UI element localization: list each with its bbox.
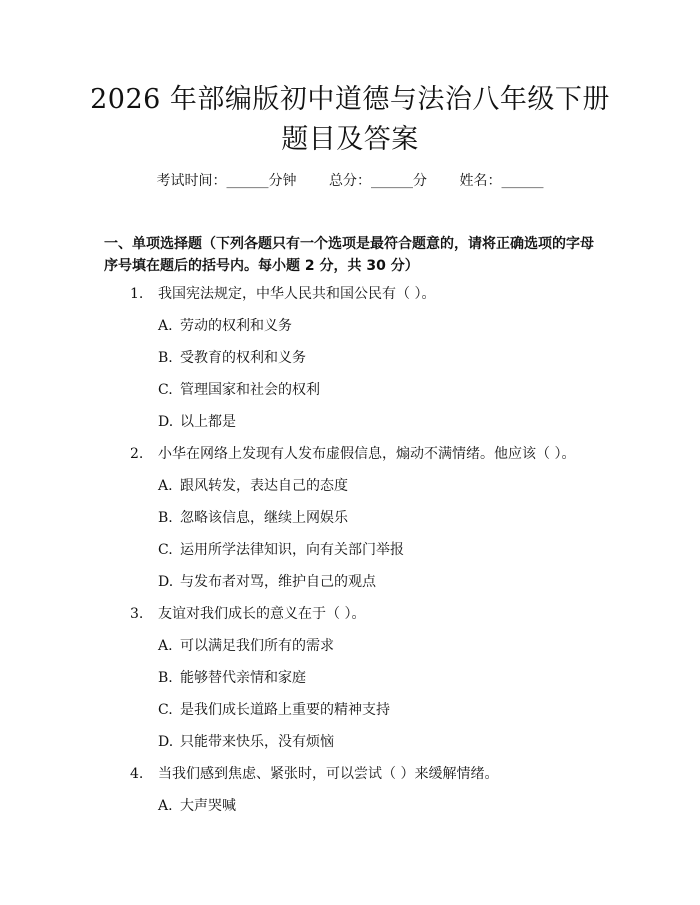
question-1-option-d <box>158 411 236 431</box>
total-score-field: 总分：______分 <box>329 173 427 189</box>
question-2-option-b <box>158 507 348 527</box>
option-text: 可以满足我们所有的需求 <box>180 638 334 654</box>
exam-meta <box>0 170 700 190</box>
document-title: 2026 年部编版初中道德与法治八年级下册题目及答案 <box>90 84 610 155</box>
question-4 <box>130 763 498 783</box>
section-heading: 一、单项选择题（下列各题只有一个选项是最符合题意的，请将正确选项的字母序号填在题后的括号内。每小题 2 分，共 30 分） <box>104 236 594 274</box>
option-text: 管理国家和社会的权利 <box>180 382 320 398</box>
question-2-option-d <box>158 571 376 591</box>
question-3 <box>130 603 365 623</box>
question-number: 1. <box>130 286 144 302</box>
option-letter: A. <box>158 318 173 334</box>
question-3-option-c <box>158 699 390 719</box>
option-text: 大声哭喊 <box>180 798 236 814</box>
option-letter: B. <box>158 510 173 526</box>
option-letter: C. <box>158 382 173 398</box>
question-2-option-a <box>158 475 348 495</box>
question-1-option-a <box>158 315 292 335</box>
option-text: 劳动的权利和义务 <box>180 318 292 334</box>
question-1-option-c <box>158 379 320 399</box>
question-text: 友谊对我们成长的意义在于（ ）。 <box>158 606 366 622</box>
option-text: 运用所学法律知识，向有关部门举报 <box>180 542 404 558</box>
option-text: 忽略该信息，继续上网娱乐 <box>180 510 348 526</box>
option-text: 跟风转发，表达自己的态度 <box>180 478 348 494</box>
option-text: 只能带来快乐，没有烦恼 <box>180 734 334 750</box>
option-letter: A. <box>158 638 173 654</box>
question-4-option-a <box>158 795 236 815</box>
question-3-option-b <box>158 667 306 687</box>
question-text: 我国宪法规定，中华人民共和国公民有（ ）。 <box>158 286 436 302</box>
option-text: 与发布者对骂，维护自己的观点 <box>180 574 376 590</box>
question-number: 3. <box>130 606 144 622</box>
question-2 <box>130 443 575 463</box>
option-letter: B. <box>158 350 173 366</box>
option-letter: D. <box>158 414 174 430</box>
option-text: 以上都是 <box>180 414 236 430</box>
question-3-option-a <box>158 635 334 655</box>
question-1 <box>130 283 435 303</box>
question-text: 当我们感到焦虑、紧张时，可以尝试（ ）来缓解情绪。 <box>158 766 499 782</box>
question-3-option-d <box>158 731 334 751</box>
question-text: 小华在网络上发现有人发布虚假信息，煽动不满情绪。他应该（ ）。 <box>158 446 576 462</box>
option-letter: D. <box>158 734 174 750</box>
option-letter: C. <box>158 702 173 718</box>
question-number: 2. <box>130 446 144 462</box>
question-1-option-b <box>158 347 306 367</box>
option-letter: D. <box>158 574 174 590</box>
question-2-option-c <box>158 539 404 559</box>
option-text: 受教育的权利和义务 <box>180 350 306 366</box>
option-letter: B. <box>158 670 173 686</box>
option-letter: A. <box>158 798 173 814</box>
exam-time-field: 考试时间：______分钟 <box>156 173 297 189</box>
name-field: 姓名：______ <box>459 173 544 189</box>
option-letter: A. <box>158 478 173 494</box>
option-text: 是我们成长道路上重要的精神支持 <box>180 702 390 718</box>
option-text: 能够替代亲情和家庭 <box>180 670 306 686</box>
question-number: 4. <box>130 766 144 782</box>
option-letter: C. <box>158 542 173 558</box>
